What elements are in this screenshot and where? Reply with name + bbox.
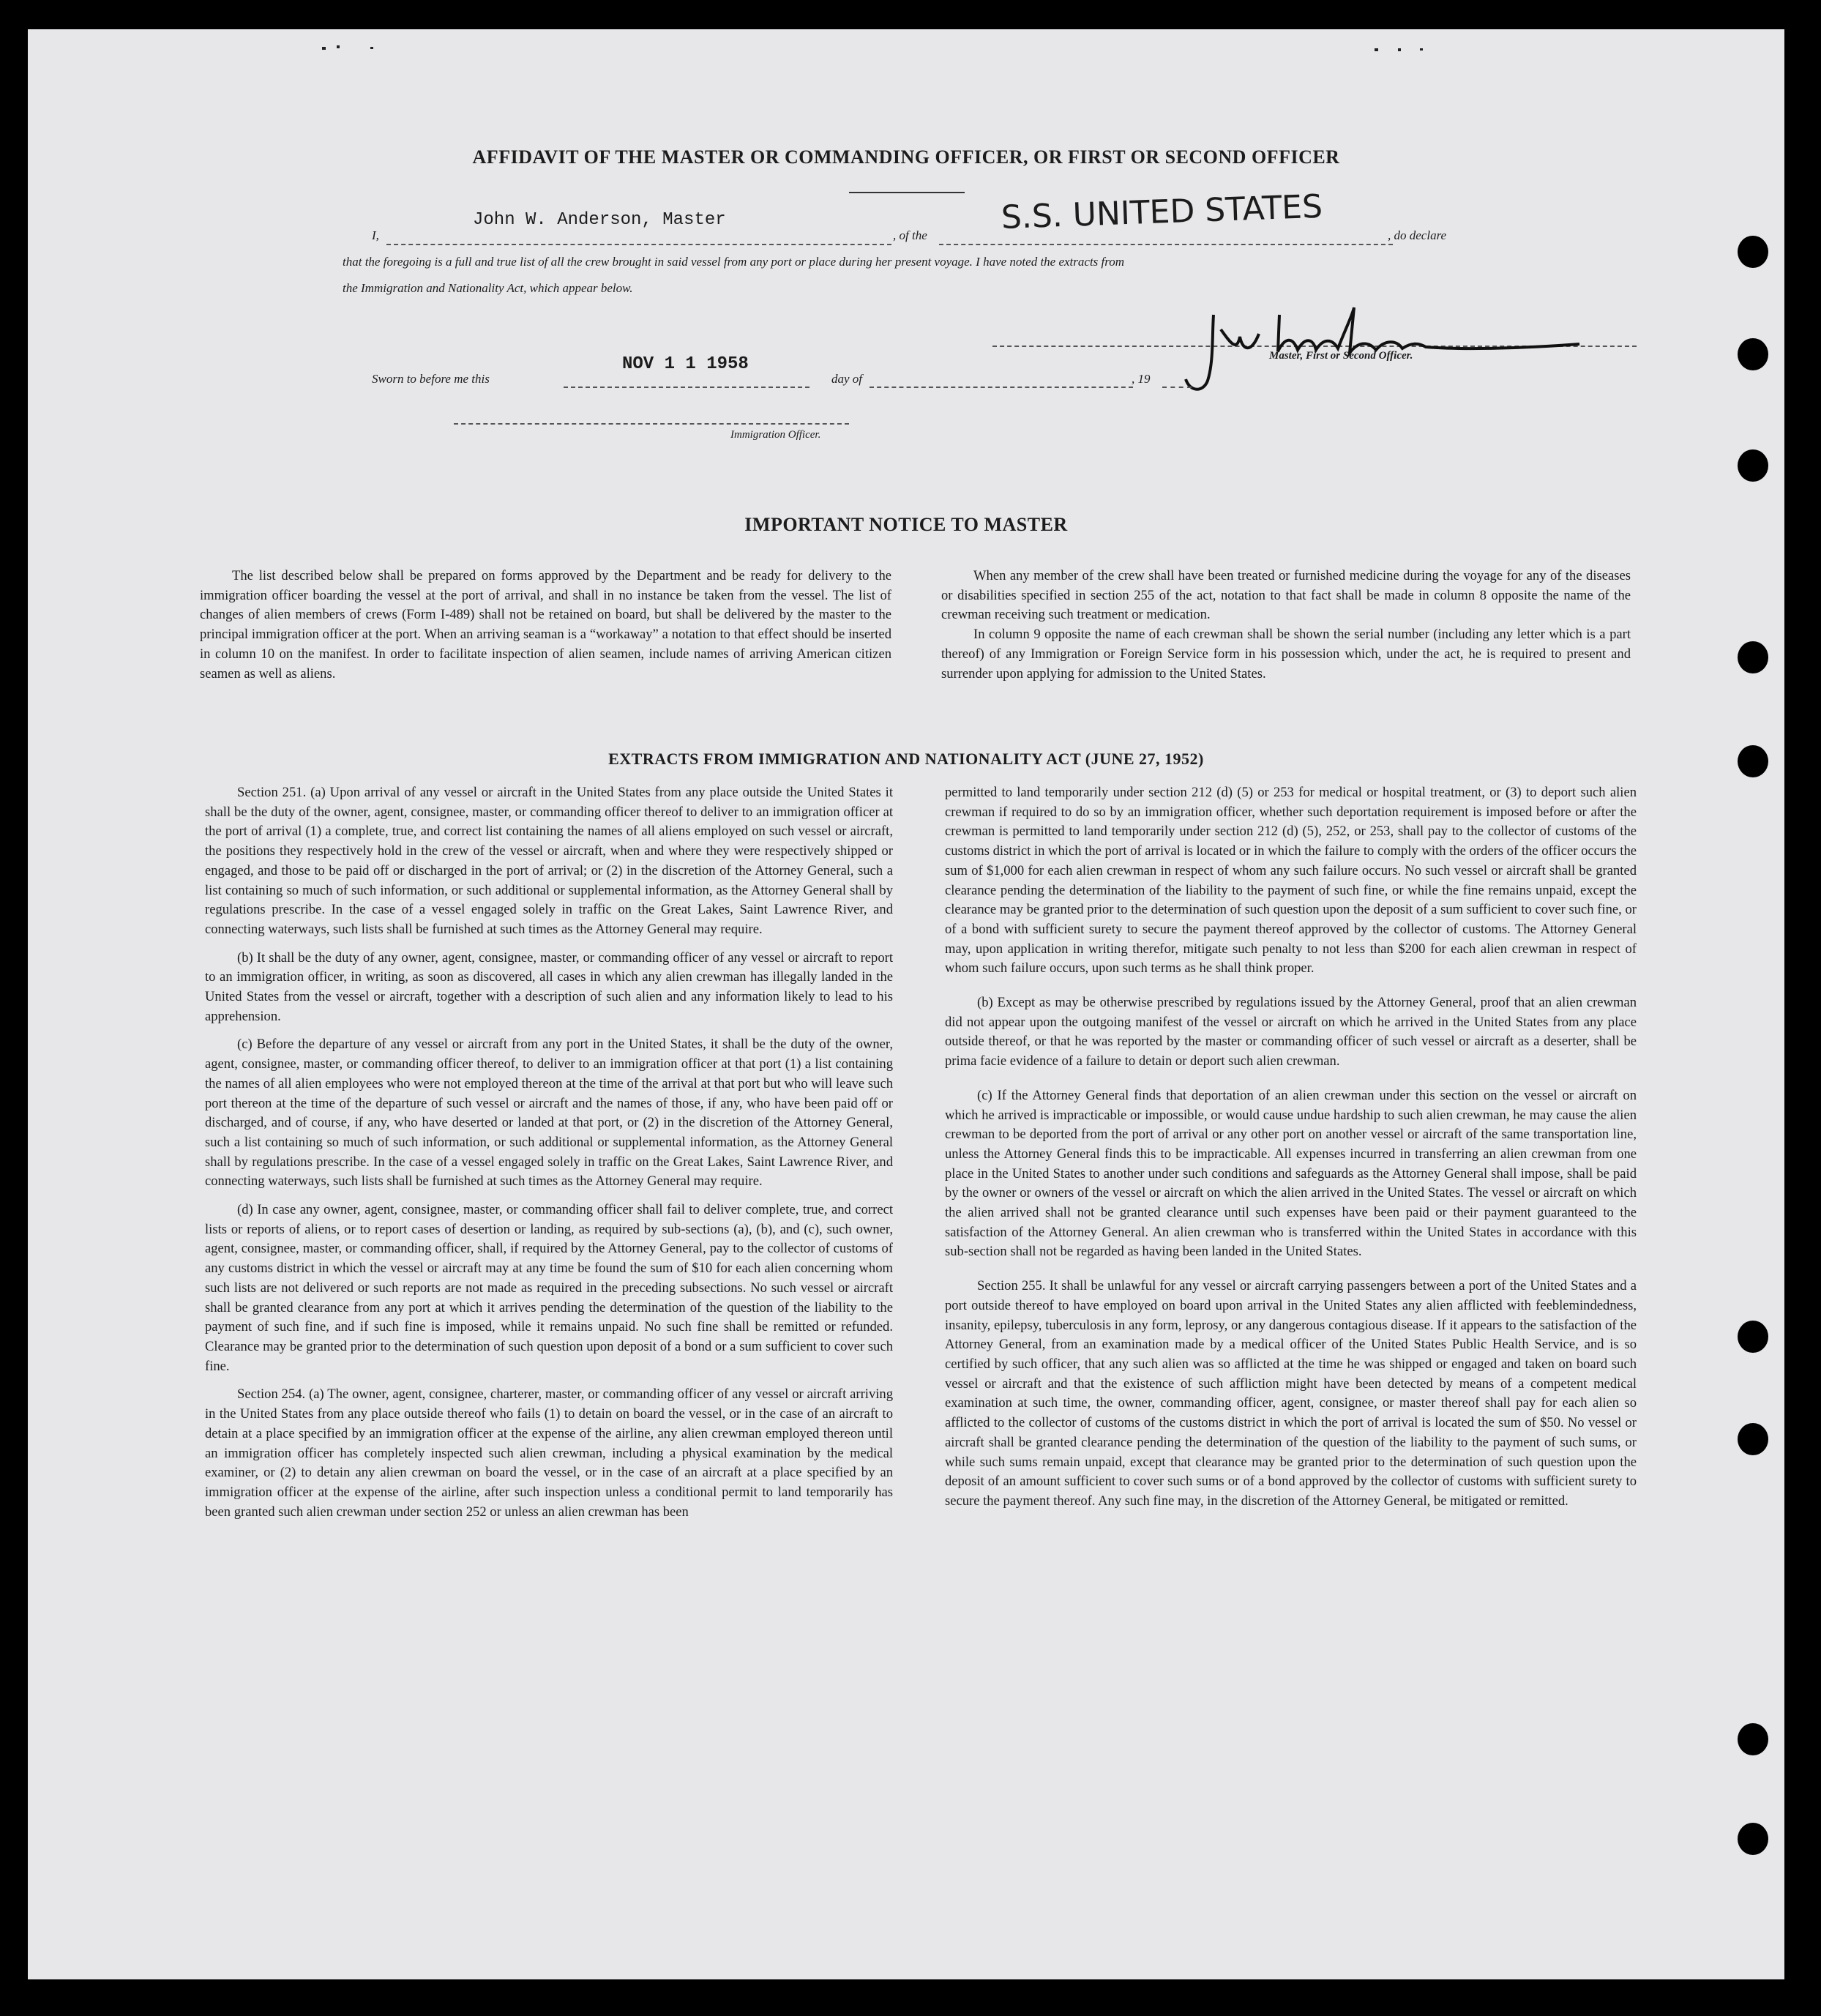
extract-paragraph: (c) Before the departure of any vessel or aircraft from any port in the United States, it shall be the duty of the owner, agent, consignee, master, or commanding officer thereof, to deliver to an immigration officer at that port (1) a list containing the names of all alien employees who were not employed thereon at the time of the arrival at that port but who will leave such port thereon at the time of the departure of such vessel or aircraft and the names of those, if any, who have been paid off or discharged, and of course, if any, who have deserted or landed at that port, or (2) in the discretion of the Attorney General, such a list containing so much of such information, or such additional or supplemental information, as the Attorney General shall by regulations prescribe. In the case of a vessel engaged solely in traffic on the Great Lakes, Saint Lawrence River, and connecting waterways, such lists shall be furnished at such times as the Attorney General may require. (205, 1037, 893, 1190)
scan-speck (1398, 48, 1401, 51)
punch-hole (1738, 1423, 1768, 1455)
punch-hole (1738, 1723, 1768, 1755)
extract-paragraph: (b) It shall be the duty of any owner, agent, consignee, master, or commanding officer of any vessel or aircraft to report to an immigration officer, in writing, as soon as discovered, all cases in which any alien crewman has illegally landed in the United States from the vessel or aircraft, together with a description of such alien and any information likely to lead to his apprehension. (205, 949, 893, 1024)
officer-name-line (386, 244, 891, 245)
extract-paragraph: (b) Except as may be otherwise prescribed by regulations issued by the Attorney General, proof that an alien crewman did not appear upon the outgoing manifest of the vessel or aircraft on which he arrived in the United States from any place outside thereof, or that he was reported by the master or commanding officer of such vessel or aircraft as a deserter, shall be prima facie evidence of a failure to detain or deport such alien crewman. (945, 995, 1637, 1069)
vessel-name-line (939, 244, 1393, 245)
signature-image (1170, 285, 1623, 403)
punch-hole (1738, 1321, 1768, 1353)
extracts-right-column (945, 783, 1637, 1520)
sworn-label: Sworn to before me this (372, 372, 490, 386)
statement-line-2: the Immigration and Nationality Act, which appear below. (343, 281, 633, 295)
officer-name: John W. Anderson, Master (473, 210, 726, 230)
punch-hole (1738, 745, 1768, 777)
extract-paragraph: Section 254. (a) The owner, agent, consignee, charterer, master, or commanding officer of any vessel or aircraft arriving in the United States from any place outside thereof who fails (1) to detain on board the vessel, or in the case of an aircraft to detain at a place specified by an immigration officer at the expense of the airline, any alien crewman employed thereon until an immigration officer has completely inspected such alien crewman, including a physical examination by the medical examiner, or (2) to detain any alien crewman on board the vessel, or in the case of an aircraft at a place specified by an immigration officer at the expense of the airline, after such inspection unless a conditional permit to land temporarily has been granted such alien crewman under section 252 or unless an alien crewman has been (205, 1386, 893, 1520)
signature-caption: Master, First or Second Officer. (1269, 350, 1413, 362)
notice-paragraph: In column 9 opposite the name of each crewman shall be shown the serial number (including any letter which is a part thereof) of any Immigration or Foreign Service form in his possession which, under the act, he is required to present and surrender upon applying for admission to the United States. (941, 627, 1631, 682)
title-divider (849, 192, 965, 193)
notice-paragraph: When any member of the crew shall have been treated or furnished medicine during the voyage for any of the diseases or disabilities specified in section 255 of the act, notation to that fact shall be made in column 8 opposite the name of the crewman receiving such treatment or medication. (941, 568, 1631, 623)
statement-line-1: that the foregoing is a full and true list of all the crew brought in said vessel from any port or place during her present voyage. I have noted the extracts from (343, 255, 1125, 269)
scan-speck (370, 47, 373, 49)
sworn-date-stamp: NOV 1 1 1958 (622, 354, 749, 374)
extracts-title: EXTRACTS FROM IMMIGRATION AND NATIONALITY ACT (JUNE 27, 1952) (608, 750, 1204, 768)
extracts-left-column (205, 783, 893, 1531)
document-page (28, 29, 1784, 1979)
of-the-label: , of the (893, 228, 927, 242)
notice-right-column (941, 567, 1631, 692)
year-line (1162, 387, 1192, 388)
notice-title: IMPORTANT NOTICE TO MASTER (744, 514, 1068, 535)
punch-hole (1738, 338, 1768, 370)
extract-paragraph: (c) If the Attorney General finds that deportation of an alien crewman under this section on the vessel or aircraft on which he arrived is impracticable or impossible, or would cause undue hardship to such alien crewman, he may cause the alien crewman to be deported from the port of arrival or any other port on another vessel or aircraft of the same transportation line, unless the Attorney General finds this to be impracticable. All expenses incurred in transferring an alien crewman from one place in the United States to another under such conditions and safeguards as the Attorney General shall impose, shall be paid by the owner or owners of the vessel or aircraft on which the alien arrived in the United States. The vessel or aircraft on which the alien arrived shall not be granted clearance until such expenses have been paid or their payment guaranteed to the satisfaction of the Attorney General. An alien crewman who is transferred within the United States in accordance with this sub-section shall not be regarded as having been landed in the United States. (945, 1087, 1637, 1260)
extract-paragraph: permitted to land temporarily under section 212 (d) (5) or 253 for medical or hospital treatment, or (3) to deport such alien crewman if required to do so by an immigration officer, whether such deportation requirement is imposed before or after the crewman is permitted to land temporarily under section 212 (d) (5), 252, or 253, shall pay to the collector of customs of the customs district in which the port of arrival is located or in which the failure to comply with the orders of the officer occurs the sum of $1,000 for each alien crewman in respect of whom any such failure occurs. No such vessel or aircraft shall be granted clearance pending the determination of the liability to the payment of such fine, or while the fine remains unpaid, except the clearance may be granted prior to the determination of such question upon the deposit of a sum sufficient to cover such fine, or of a bond with sufficient surety to secure the payment thereof approved by the collector of customs. The Attorney General may, upon application in writing therefor, mitigate such penalty to not less than $200 for each alien crewman in respect of whom such failure occurs, upon such terms as he shall think proper. (945, 785, 1637, 977)
scan-speck (337, 45, 340, 48)
punch-hole (1738, 236, 1768, 268)
year-label: , 19 (1132, 372, 1151, 386)
extract-paragraph: (d) In case any owner, agent, consignee, master, or commanding officer shall fail to deliver complete, true, and correct lists or reports of aliens, or to report cases of desertion or landing, as required by sub-sections (a), (b), and (c), such owner, agent, consignee, master, or commanding officer, shall, if required by the Attorney General, pay to the collector of customs of any customs district in which the vessel or aircraft may at any time be found the sum of $10 for each alien concerning whom such lists are not delivered or such reports are not made as required in the preceding subsections. No such vessel or aircraft shall be granted clearance from any port at which it arrives pending the determination of the question of the liability to the payment of such fine, and if such fine is imposed, while it remains unpaid. No such fine shall be remitted or refunded. Clearance may be granted prior to the determination of such question upon deposit of a bond or a sum sufficient to cover such fine. (205, 1202, 893, 1374)
sworn-date-line (564, 387, 809, 388)
scan-speck (1375, 48, 1378, 51)
extract-paragraph: Section 251. (a) Upon arrival of any vessel or aircraft in the United States from any place outside the United States it shall be the duty of the owner, agent, consignee, master, or commanding officer thereof to deliver to an immigration officer at the port of arrival (1) a complete, true, and correct list containing the names of all aliens employed on such vessel or aircraft, the positions they respectively hold in the crew of the vessel or aircraft, when and where they were respectively shipped or engaged, and those to be paid off or discharged in the port of arrival; or (2) in the discretion of the Attorney General, such a list containing so much of such information, or such additional or supplemental information, as the Attorney General shall by regulations prescribe. In the case of a vessel engaged solely in traffic on the Great Lakes, Saint Lawrence River, and connecting waterways, such lists shall be furnished at such times as the Attorney General may require. (205, 785, 893, 937)
extract-paragraph: Section 255. It shall be unlawful for any vessel or aircraft carrying passengers between a port of the United States and a port outside thereof to have employed on board upon arrival in the United States any alien afflicted with feeblemindedness, insanity, epilepsy, tuberculosis in any form, leprosy, or any dangerous contagious disease. If it appears to the satisfaction of the Attorney General, from an examination made by a medical officer of the United States Public Health Service, and is so certified by such officer, that any such alien was so afflicted at the time he was shipped or engaged and taken on board such vessel or aircraft and that the existence of such affliction might have been detected by means of a competent medical examination at such time, the owner, commanding officer, agent, consignee, or master thereof shall pay for each alien so afflicted to the collector of customs of the customs district in which the port of arrival is located the sum of $50. No vessel or aircraft shall be granted clearance pending the determination of the question of the liability to the payment of such sums, or while such sums remain unpaid, except that clearance may be granted prior to the determination of such question upon the deposit of an amount sufficient to cover such sums or of a bond approved by the collector of customs with sufficient surety to secure the payment thereof. Any such fine may, in the discretion of the Attorney General, be mitigated or remitted. (945, 1278, 1637, 1509)
scan-speck (322, 47, 326, 50)
month-line (870, 387, 1133, 388)
immigration-officer-caption: Immigration Officer. (730, 429, 821, 441)
punch-hole (1738, 449, 1768, 482)
punch-hole (1738, 1823, 1768, 1855)
do-declare-label: , do declare (1388, 228, 1447, 242)
day-of-label: day of (831, 372, 863, 386)
scan-speck (1420, 48, 1423, 51)
notice-paragraph: The list described below shall be prepared on forms approved by the Department and be ready for delivery to the immigration officer boarding the vessel at the port of arrival, and shall in no instance be taken from the vessel. The list of changes of alien members of crews (Form I-489) shall not be retained on board, but shall be delivered by the master to the principal immigration officer at the port. When an arriving seaman is a “workaway” a notation to that effect should be inserted in column 10 on the manifest. In order to facilitate inspection of alien seamen, include names of arriving American citizen seamen as well as aliens. (200, 568, 891, 682)
immigration-officer-line (454, 423, 849, 425)
punch-hole (1738, 641, 1768, 673)
notice-left-column (200, 567, 891, 692)
i-label: I, (372, 228, 379, 242)
affidavit-title: AFFIDAVIT OF THE MASTER OR COMMANDING OFFICER, OR FIRST OR SECOND OFFICER (472, 146, 1340, 168)
vessel-name: S.S. UNITED STATES (1001, 187, 1323, 236)
